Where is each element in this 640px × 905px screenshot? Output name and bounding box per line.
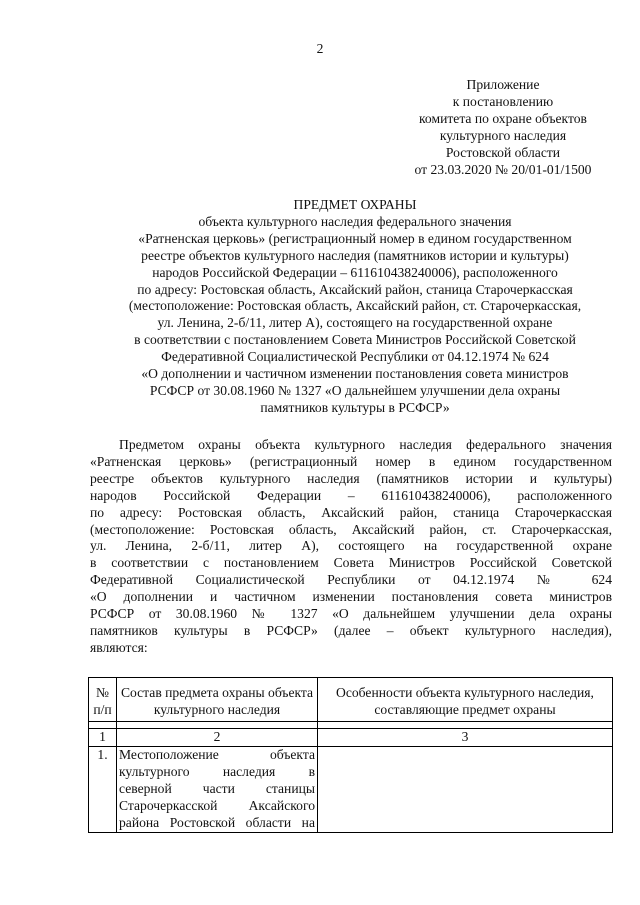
row-no: 1. xyxy=(89,747,117,833)
page-number: 2 xyxy=(316,41,324,56)
spacer-cell xyxy=(117,722,318,729)
appendix-line: Приложение xyxy=(466,77,540,92)
heading-line: ул. Ленина, 2-б/11, литер А), состоящего на государственной охране xyxy=(157,315,553,331)
heading-line: Федеративной Социалистической Республики от 04.12.1974 № 624 xyxy=(161,349,549,365)
row-composition-line: культурного наследия в xyxy=(119,763,315,779)
heading-line: памятников культуры в РСФСР» xyxy=(260,399,450,415)
body-line: «Ратненская церковь» (регистрационный номер в едином государственном xyxy=(90,453,612,469)
table-row xyxy=(89,747,613,833)
row-composition xyxy=(117,747,318,833)
body-line: в соответствии с постановлением Совета Министров Российской Советской xyxy=(90,555,612,571)
protection-subject-table xyxy=(88,677,613,833)
column-number: 2 xyxy=(117,729,318,747)
body-line: памятников культуры в РСФСР» (далее – объект культурного наследия), xyxy=(90,622,612,638)
body-line: реестре объектов культурного наследия (памятников истории и культуры) xyxy=(90,470,612,486)
column-number: 1 xyxy=(89,729,117,747)
table-header-row xyxy=(89,678,613,722)
heading-line: объекта культурного наследия федерального значения xyxy=(198,213,512,229)
body-line: «О дополнении и частичном изменении постановления совета министров xyxy=(90,589,612,605)
spacer-cell xyxy=(89,722,117,729)
row-composition-line: района Ростовской области на xyxy=(119,814,315,830)
spacer-cell xyxy=(318,722,613,729)
body-line: РСФСР от 30.08.1960 № 1327 «О дальнейшем улучшении дела охраны xyxy=(90,606,612,622)
appendix-line: культурного наследия xyxy=(439,127,567,143)
header-composition: Состав предмета охраны объекта культурного наследия xyxy=(117,678,318,722)
row-composition-line: северной части станицы xyxy=(119,780,315,796)
body-line: народов Российской Федерации – 611610438240006), расположенного xyxy=(90,487,612,503)
column-number: 3 xyxy=(318,729,613,747)
heading-line: (местоположение: Ростовская область, Аксайский район, ст. Старочеркасская, xyxy=(128,298,582,314)
body-line: (местоположение: Ростовская область, Аксайский район, ст. Старочеркасская, xyxy=(90,521,612,537)
appendix-line: комитета по охране объектов xyxy=(419,110,587,126)
heading-line: «Ратненская церковь» (регистрационный номер в едином государственном xyxy=(138,230,572,246)
heading-line: РСФСР от 30.08.1960 № 1327 «О дальнейшем улучшении дела охраны xyxy=(149,382,561,398)
heading-title: ПРЕДМЕТ ОХРАНЫ xyxy=(293,197,417,212)
heading-line: по адресу: Ростовская область, Аксайский район, станица Старочеркасская xyxy=(137,281,573,297)
appendix-block xyxy=(378,77,628,178)
body-line: являются: xyxy=(90,639,148,655)
row-features xyxy=(318,747,613,833)
appendix-line: к постановлению xyxy=(452,93,554,109)
header-no: № п/п xyxy=(89,678,117,722)
row-composition-line: Местоположение объекта xyxy=(119,747,315,762)
heading-line: народов Российской Федерации – 611610438240006), расположенного xyxy=(152,264,558,280)
column-number-row xyxy=(89,729,613,747)
heading-line: в соответствии с постановлением Совета Министров Российской Советской xyxy=(134,332,576,348)
body-line: по адресу: Ростовская область, Аксайский район, станица Старочеркасская xyxy=(90,504,612,520)
heading-line: реестре объектов культурного наследия (памятников истории и культуры) xyxy=(141,247,569,263)
appendix-line: Ростовской области xyxy=(445,144,561,160)
body-paragraph xyxy=(90,437,612,657)
heading-line: «О дополнении и частичном изменении постановления совета министров xyxy=(141,366,569,382)
body-line: Федеративной Социалистической Республики от 04.12.1974 № 624 xyxy=(90,572,612,588)
table-spacer-row xyxy=(89,722,613,729)
appendix-line: от 23.03.2020 № 20/01-01/1500 xyxy=(414,161,592,177)
body-line: ул. Ленина, 2-б/11, литер А), состоящего на государственной охране xyxy=(90,538,612,554)
document-heading xyxy=(60,197,640,417)
body-line: Предметом охраны объекта культурного наследия федерального значения xyxy=(119,437,612,452)
row-composition-line: Старочеркасской Аксайского xyxy=(119,797,315,813)
header-features: Особенности объекта культурного наследия, составляющие предмет охраны xyxy=(318,678,613,722)
